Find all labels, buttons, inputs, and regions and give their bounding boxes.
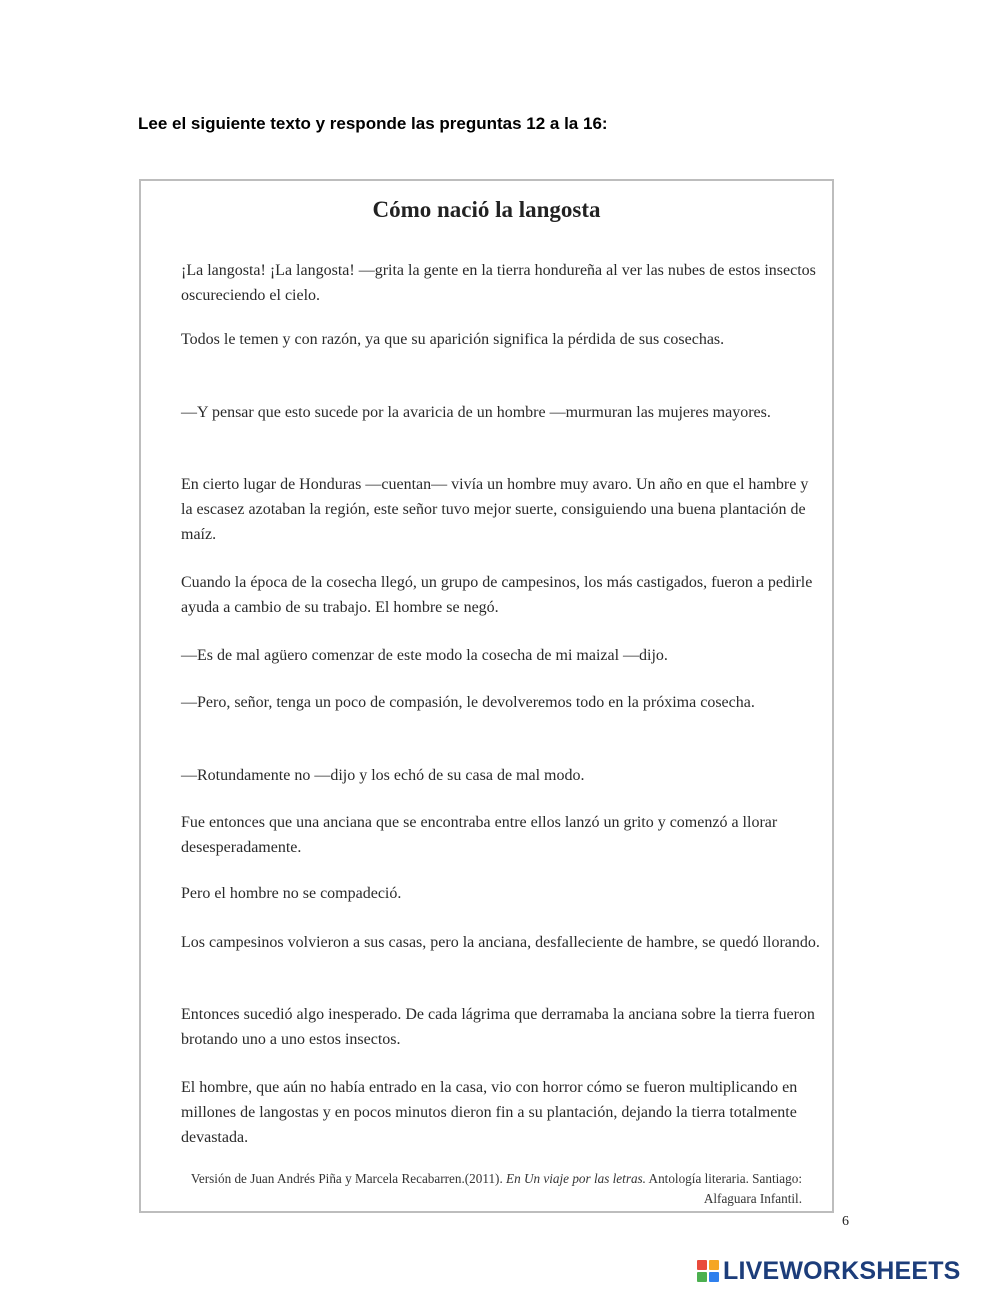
story-paragraph-5: Cuando la época de la cosecha llegó, un grupo de campesinos, los más castigados, fueron a pedirle ayuda a cambio de su trabajo. El hombre se negó. [181,574,813,616]
liveworksheets-logo-icon [697,1260,719,1282]
story-paragraph-7: —Pero, señor, tenga un poco de compasión, le devolveremos todo en la próxima cosecha. [181,694,755,711]
logo-square-blue [709,1272,719,1282]
logo-square-red [697,1260,707,1270]
story-paragraph-13: El hombre, que aún no había entrado en la casa, vio con horror cómo se fueron multiplicando en millones de langostas y en pocos minutos dieron fin a su plantación, dejando la tierra totalmente devastada. [181,1079,798,1146]
story-title: Cómo nació la langosta [372,197,601,222]
story-paragraph-6: —Es de mal agüero comenzar de este modo la cosecha de mi maizal —dijo. [181,647,668,664]
story-paragraph-8: —Rotundamente no —dijo y los echó de su casa de mal modo. [181,767,585,784]
instruction-text: Lee el siguiente texto y responde las preguntas 12 a la 16: [138,114,608,133]
story-paragraph-10: Pero el hombre no se compadeció. [181,885,402,902]
story-paragraph-2: Todos le temen y con razón, ya que su aparición significa la pérdida de sus cosechas. [181,331,725,348]
logo-square-green [697,1272,707,1282]
logo-square-orange [709,1260,719,1270]
story-paragraph-3: —Y pensar que esto sucede por la avaricia de un hombre —murmuran las mujeres mayores. [181,404,771,421]
citation-suffix: Antología literaria. Santiago: Alfaguara Infantil. [645,1171,802,1206]
story-paragraph-11: Los campesinos volvieron a sus casas, pero la anciana, desfalleciente de hambre, se quedó llorando. [181,934,820,951]
story-paragraph-9: Fue entonces que una anciana que se encontraba entre ellos lanzó un grito y comenzó a llorar desesperadamente. [181,814,778,856]
story-box [139,179,834,1213]
page-number: 6 [842,1214,849,1229]
story-paragraph-1: ¡La langosta! ¡La langosta! —grita la gente en la tierra hondureña al ver las nubes de estos insectos oscureciendo el cielo. [181,262,816,304]
story-paragraph-12: Entonces sucedió algo inesperado. De cada lágrima que derramaba la anciana sobre la tierra fueron brotando uno a uno estos insectos. [181,1006,815,1048]
story-citation [182,1169,802,1209]
citation-book-title: En Un viaje por las letras. [506,1171,646,1186]
logo-text: LIVEWORKSHEETS [723,1257,961,1285]
liveworksheets-logo[interactable] [697,1258,961,1284]
story-paragraph-4: En cierto lugar de Honduras —cuentan— vivía un hombre muy avaro. Un año en que el hambre y la escasez azotaban la región, este señor tuvo mejor suerte, consiguiendo una buena plantación de maíz. [181,476,809,543]
citation-prefix: Versión de Juan Andrés Piña y Marcela Recabarren.(2011). [190,1171,507,1186]
